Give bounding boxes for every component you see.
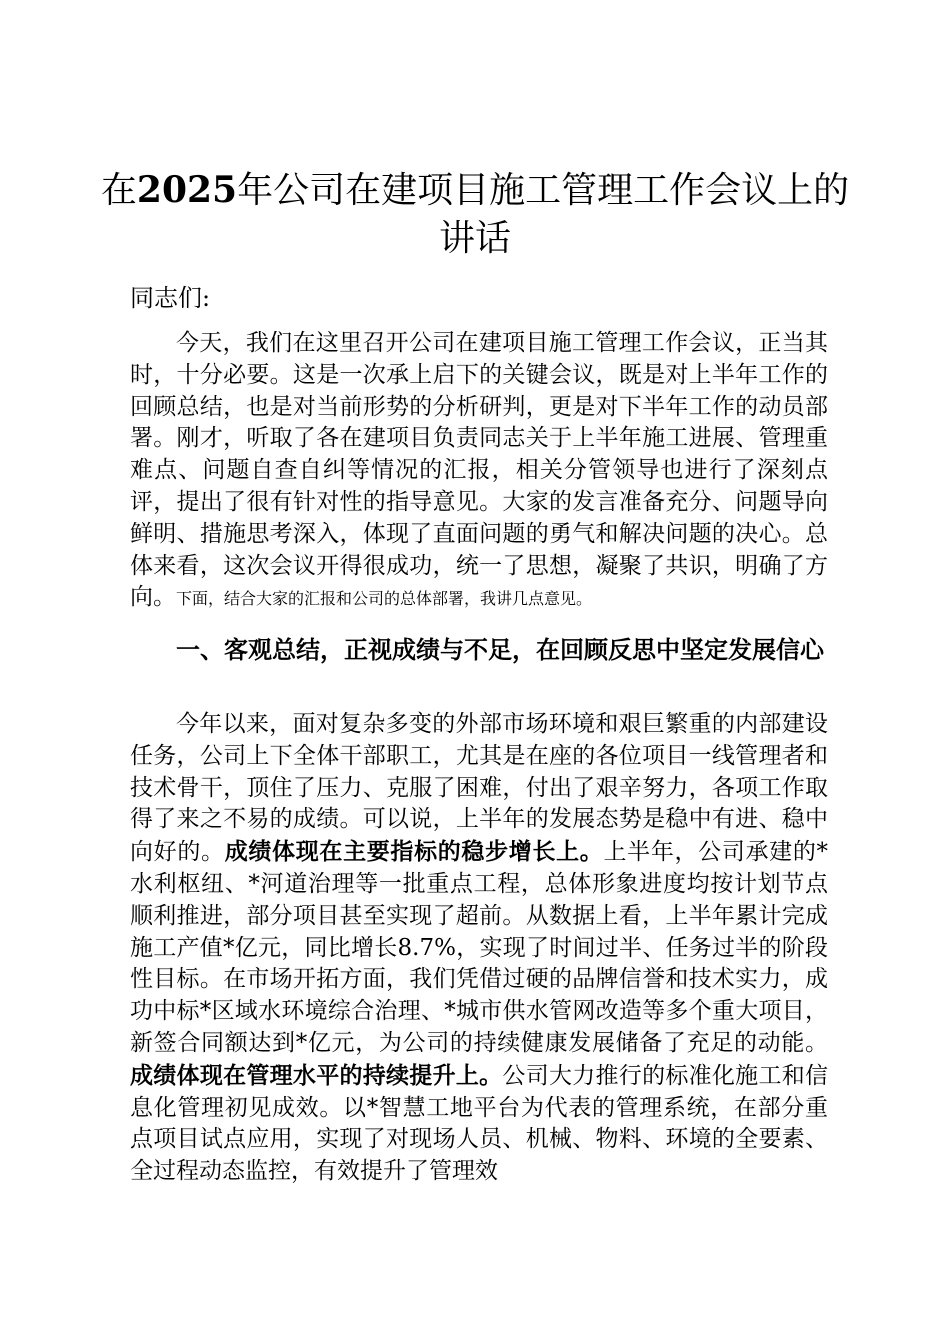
intro-tail-text: 下面，结合大家的汇报和公司的总体部署，我讲几点意见。 — [176, 589, 593, 609]
title-prefix: 在 — [100, 170, 137, 211]
section1-paragraph — [130, 709, 828, 1188]
section1-bold-b: 成绩体现在管理水平的持续提升上。 — [130, 1061, 503, 1089]
section1-text-a: 今年以来，面对复杂多变的外部市场环境和艰巨繁重的内部建设任务，公司上下全体干部职工，尤其是在座的各位项目一线管理者和技术骨干，顶住了压力、克服了困难，付出了艰辛努力，各项工作取得了来之不易的成绩。可以说，上半年的发展态势是稳中有进、稳中向好的。 — [130, 711, 828, 866]
intro-main-text: 今天，我们在这里召开公司在建项目施工管理工作会议，正当其时，十分必要。这是一次承上启下的关键会议，既是对上半年工作的回顾总结，也是对当前形势的分析研判，更是对下半年工作的动员部署。刚才，听取了各在建项目负责同志关于上半年施工进展、管理重难点、问题自查自纠等情况的汇报，相关分管领导也进行了深刻点评，提出了很有针对性的指导意见。大家的发言准备充分、问题导向鲜明、措施思考深入，体现了直面问题的勇气和解决问题的决心。总体来看，这次会议开得很成功，统一了思想，凝聚了共识，明确了方向。 — [130, 330, 828, 611]
section1-text-c: 公司大力推行的标准化施工和信息化管理初见成效。以*智慧工地平台为代表的管理系统，在部分重点项目试点应用，实现了对现场人员、机械、物料、环境的全要素、全过程动态监控，有效提升了管理效 — [130, 1062, 829, 1185]
section1-text-b: 上半年，公司承建的*水利枢纽、*河道治理等一批重点工程，总体形象进度均按计划节点顺利推进，部分项目甚至实现了超前。从数据上看，上半年累计完成施工产值*亿元，同比增长8.7%，实现了时间过半、任务过半的阶段性目标。在市场开拓方面，我们凭借过硬的品牌信誉和技术实力，成功中标*区域水环境综合治理、*城市供水管网改造等多个重大项目，新签合同额达到*亿元，为公司的持续健康发展储备了充足的动能。 — [130, 839, 829, 1056]
title-year: 2025 — [136, 169, 238, 211]
document-title — [100, 166, 850, 263]
section1-bold-a: 成绩体现在主要指标的稳步增长上。 — [224, 838, 604, 866]
section-heading-1: 一、客观总结，正视成绩与不足，在回顾反思中坚定发展信心 — [176, 636, 824, 664]
salutation: 同志们: — [130, 284, 211, 312]
title-rest: 年公司在建项目施工管理工作会议上的讲话 — [237, 170, 850, 259]
intro-paragraph — [130, 328, 828, 615]
